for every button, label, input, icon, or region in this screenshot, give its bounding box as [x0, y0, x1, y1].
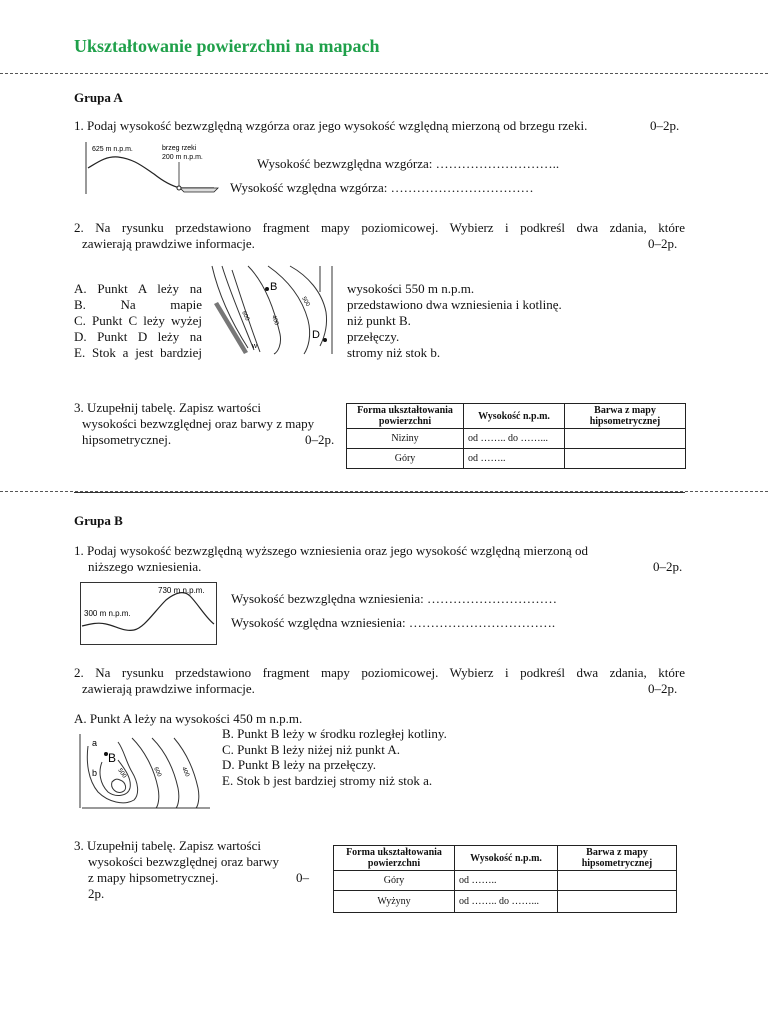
b-q3-instruction-cont: wysokości bezwzględnej oraz barwy	[88, 854, 279, 869]
cell-form: Góry	[347, 449, 464, 469]
table-header-row	[334, 846, 677, 871]
a-q1-answer-absolute: Wysokość bezwzględna wzgórza: ………………………..	[257, 156, 560, 171]
header-color: Barwa z mapy hipsometrycznej	[565, 404, 686, 429]
a-q1-profile-figure	[84, 140, 224, 196]
a-q1-text: 1. Podaj wysokość bezwzględną wzgórza oraz jego wysokość względną mierzoną od brzegu rzeki.	[74, 118, 588, 133]
contour-label: 500	[300, 296, 311, 308]
cell-height[interactable]: od ……..	[464, 449, 565, 469]
contour-line	[290, 266, 327, 346]
a-q2-contour-map	[208, 262, 336, 356]
river-shape	[180, 188, 218, 192]
section-divider	[0, 73, 768, 74]
b-q1-answer-relative: Wysokość względna wzniesienia: …………………………….	[231, 615, 556, 630]
slope-a-label: a	[92, 738, 98, 748]
peak-label: 625 m n.p.m.	[92, 146, 133, 153]
a-q2-option-c-left: C. Punkt C leży wyżej	[74, 313, 202, 328]
a-q3-instruction-cont: hipsometrycznej.	[82, 432, 172, 447]
cell-height[interactable]: od …….. do ……...	[455, 891, 558, 913]
contour-line	[248, 266, 281, 354]
contour-line	[100, 760, 130, 795]
table-row	[347, 449, 686, 469]
b-q2-option-d: D. Punkt B leży na przełęczy.	[222, 757, 377, 772]
header-form: Forma ukształtowania powierzchni	[334, 846, 455, 871]
a-q2-points: 0–2p.	[648, 236, 678, 251]
b-q3-instruction: 3. Uzupełnij tabelę. Zapisz wartości	[74, 838, 261, 853]
cell-form: Wyżyny	[334, 891, 455, 913]
b-q3-table	[333, 845, 677, 913]
table-header-row	[347, 404, 686, 429]
b-q2-option-b: B. Punkt B leży w środku rozległej kotliny.	[222, 726, 447, 741]
b-q2-points: 0–2p.	[648, 681, 678, 696]
peak-label: 730 m n.p.m.	[158, 586, 205, 595]
contour-line	[112, 779, 126, 792]
contour-label: 400	[180, 766, 190, 778]
contour-label: 400	[270, 314, 280, 327]
table-row	[334, 891, 677, 913]
a-q2-option-a-left: A. Punkt A leży na	[74, 281, 202, 296]
b-q2-option-e: E. Stok b jest bardziej stromy niż stok a.	[222, 773, 433, 788]
page-title: Ukształtowanie powierzchni na mapach	[74, 36, 380, 56]
a-q1-answer-relative: Wysokość względna wzgórza: ……………………………	[230, 180, 534, 195]
point-b-marker	[265, 287, 269, 291]
a-q3-instruction-cont: wysokości bezwzględnej oraz barwy z mapy	[82, 416, 315, 431]
slope-b-label: b	[92, 768, 98, 778]
cell-color[interactable]	[565, 449, 686, 469]
point-d-marker	[323, 338, 327, 342]
river-bank-point	[177, 186, 181, 190]
cell-color[interactable]	[565, 429, 686, 449]
contour-label: 500	[116, 767, 128, 780]
header-height: Wysokość n.p.m.	[455, 846, 558, 871]
point-b-label: B	[108, 751, 117, 765]
cell-height[interactable]: od ……..	[455, 871, 558, 891]
a-q1-points: 0–2p.	[650, 118, 680, 133]
b-q1-points: 0–2p.	[653, 559, 683, 574]
bank-height-label: 200 m n.p.m.	[162, 154, 203, 161]
terrain-profile-line	[88, 157, 214, 188]
table-row	[334, 871, 677, 891]
a-q3-instruction: 3. Uzupełnij tabelę. Zapisz wartości	[74, 400, 261, 415]
b-q2-instruction-cont: zawierają prawdziwe informacje.	[82, 681, 255, 696]
contour-line	[268, 266, 310, 354]
b-q2-option-a: A. Punkt A leży na wysokości 450 m n.p.m.	[74, 711, 303, 726]
table-row	[347, 429, 686, 449]
a-q2-option-b-left: B. Na mapie	[74, 297, 202, 312]
b-q1-text: 1. Podaj wysokość bezwzględną wyższego wzniesienia oraz jego wysokość względną mierzoną od	[74, 543, 589, 558]
b-q3-points: 0–	[296, 870, 309, 885]
contour-label: 600	[240, 310, 250, 322]
bank-label: brzeg rzeki	[162, 145, 197, 152]
lower-peak-label: 300 m n.p.m.	[84, 609, 131, 618]
b-q2-instruction: 2. Na rysunku przedstawiono fragment mapy poziomicowej. Wybierz i podkreśl dwa zdania, które	[74, 665, 685, 680]
a-q2-option-b-right: przedstawiono dwa wzniesienia i kotlinę.	[347, 297, 562, 312]
contour-label: 600	[152, 766, 162, 778]
a-q2-option-c-right: niż punkt B.	[347, 313, 411, 328]
a-q2-instruction-cont: zawierają prawdziwe informacje.	[82, 236, 255, 251]
a-q3-table	[346, 403, 686, 469]
slope-label: w	[252, 343, 258, 350]
cell-form: Góry	[334, 871, 455, 891]
b-q3-instruction-cont: z mapy hipsometrycznej.	[88, 870, 219, 885]
b-q3-points-cont: 2p.	[88, 886, 105, 901]
rule-line	[74, 492, 685, 493]
cell-height[interactable]: od …….. do ……...	[464, 429, 565, 449]
header-height: Wysokość n.p.m.	[464, 404, 565, 429]
group-a-heading: Grupa A	[74, 90, 123, 105]
cell-form: Niziny	[347, 429, 464, 449]
header-color: Barwa z mapy hipsometrycznej	[558, 846, 677, 871]
cell-color[interactable]	[558, 871, 677, 891]
a-q2-option-a-right: wysokości 550 m n.p.m.	[347, 281, 475, 296]
a-q2-instruction: 2. Na rysunku przedstawiono fragment mapy poziomicowej. Wybierz i podkreśl dwa zdania, które	[74, 220, 685, 235]
b-q1-answer-absolute: Wysokość bezwzględna wzniesienia: …………………………	[231, 591, 557, 606]
steep-slope-hatch	[214, 302, 248, 354]
point-b-label: B	[270, 281, 278, 293]
b-q2-option-c: C. Punkt B leży niżej niż punkt A.	[222, 742, 401, 757]
a-q2-option-d-right: przełęczy.	[347, 329, 400, 344]
a-q2-option-e-left: E. Stok a jest bardziej	[74, 345, 202, 360]
b-q2-contour-map	[78, 732, 212, 810]
a-q2-option-d-left: D. Punkt D leży na	[74, 329, 202, 344]
b-q1-text-cont: niższego wzniesienia.	[88, 559, 202, 574]
header-form: Forma ukształtowania powierzchni	[347, 404, 464, 429]
b-q1-profile-figure	[80, 582, 218, 646]
point-d-label: D	[312, 329, 320, 341]
group-b-heading: Grupa B	[74, 513, 123, 528]
a-q2-option-e-right: stromy niż stok b.	[347, 345, 441, 360]
cell-color[interactable]	[558, 891, 677, 913]
a-q3-points: 0–2p.	[305, 432, 335, 447]
